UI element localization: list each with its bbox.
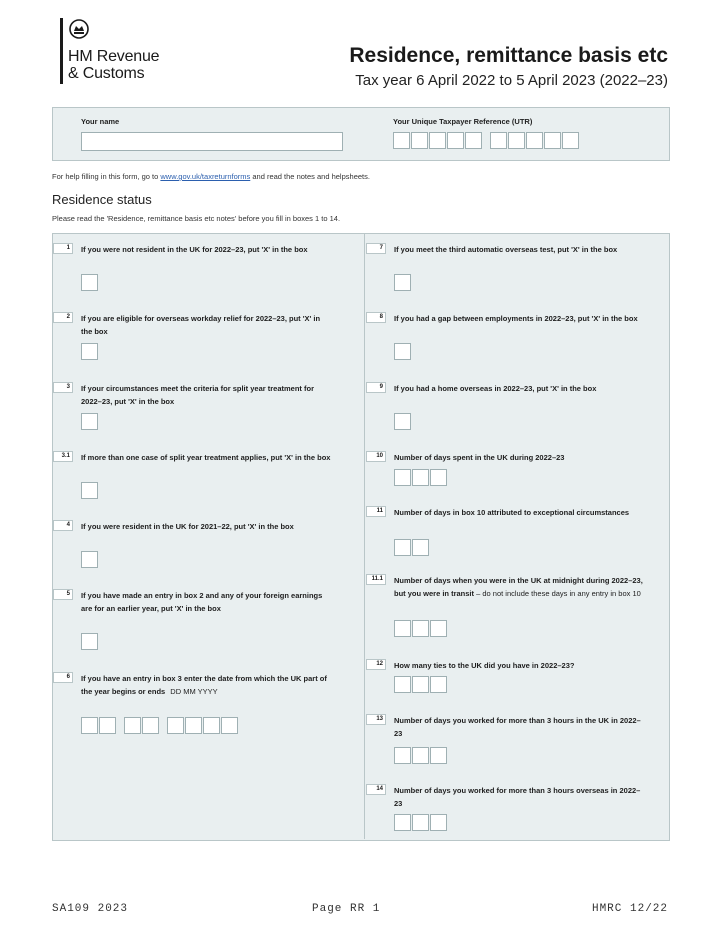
question-text: If you were resident in the UK for 2021–22, put 'X' in the box	[81, 522, 294, 531]
checkbox[interactable]	[81, 482, 98, 499]
question-text: If more than one case of split year treatment applies, put 'X' in the box	[81, 453, 331, 462]
utr-digit-box[interactable]	[465, 132, 482, 149]
question-text: Number of days in box 10 attributed to exceptional circumstances	[394, 508, 630, 517]
utr-digit-box[interactable]	[447, 132, 464, 149]
help-suffix: and read the notes and helpsheets.	[250, 172, 370, 181]
year-box[interactable]	[167, 717, 184, 734]
checkbox[interactable]	[81, 343, 98, 360]
box-number: 6	[53, 672, 73, 683]
days-field[interactable]	[394, 469, 447, 486]
checkbox[interactable]	[394, 343, 411, 360]
checkbox[interactable]	[81, 274, 98, 291]
column-divider	[364, 233, 365, 839]
digit-box[interactable]	[412, 814, 429, 831]
box-number: 11	[366, 506, 386, 517]
box-number: 10	[366, 451, 386, 462]
question-text: If your circumstances meet the criteria for split year treatment for 2022–23, put 'X' in the box	[81, 384, 314, 406]
question-note: – do not include these days in any entry in box 10	[474, 589, 641, 598]
section-title: Residence status	[52, 192, 152, 207]
digit-box[interactable]	[412, 676, 429, 693]
crown-crest-icon	[68, 18, 90, 40]
question-text: How many ties to the UK did you have in 2022–23?	[394, 661, 575, 670]
month-box[interactable]	[124, 717, 141, 734]
logo-line-2: & Customs	[68, 65, 145, 82]
days-field[interactable]	[394, 747, 447, 764]
digit-box[interactable]	[394, 814, 411, 831]
form-version: HMRC 12/22	[591, 903, 668, 915]
utr-digit-box[interactable]	[508, 132, 525, 149]
box-number: 14	[366, 784, 386, 795]
hmrc-logo-text	[68, 48, 159, 82]
digit-box[interactable]	[394, 676, 411, 693]
digit-box[interactable]	[394, 539, 411, 556]
question-text: If you were not resident in the UK for 2022–23, put 'X' in the box	[81, 245, 308, 254]
box-number: 13	[366, 714, 386, 725]
month-box[interactable]	[142, 717, 159, 734]
digit-box[interactable]	[394, 747, 411, 764]
digit-box[interactable]	[430, 747, 447, 764]
checkbox[interactable]	[81, 551, 98, 568]
digit-box[interactable]	[430, 814, 447, 831]
question-11-1-text: Number of days when you were in the UK at midnight during 2022–23, but you were in transit	[394, 576, 643, 598]
section-subtitle: Please read the 'Residence, remittance basis etc notes' before you fill in boxes 1 to 14.	[52, 214, 341, 223]
days-field[interactable]	[394, 539, 429, 556]
digit-box[interactable]	[430, 469, 447, 486]
day-box[interactable]	[81, 717, 98, 734]
box-number: 9	[366, 382, 386, 393]
name-label: Your name	[81, 117, 120, 126]
digit-box[interactable]	[412, 539, 429, 556]
digit-box[interactable]	[394, 469, 411, 486]
checkbox[interactable]	[81, 633, 98, 650]
question-6-text: If you have an entry in box 3 enter the date from which the UK part of the year begins or ends	[81, 674, 327, 696]
question-text: If you have made an entry in box 2 and any of your foreign earnings are for an earlier year, put 'X' in the box	[81, 591, 323, 613]
days-field[interactable]	[394, 814, 447, 831]
box-number: 3.1	[53, 451, 73, 462]
box-number: 1	[53, 243, 73, 254]
form-code: SA109 2023	[52, 903, 129, 915]
question-text: Number of days you worked for more than 3 hours overseas in 2022–23	[394, 786, 641, 808]
utr-label: Your Unique Taxpayer Reference (UTR)	[393, 117, 533, 126]
utr-digit-box[interactable]	[526, 132, 543, 149]
help-prefix: For help filling in this form, go to	[52, 172, 161, 181]
box-number: 5	[53, 589, 73, 600]
digit-box[interactable]	[430, 620, 447, 637]
help-text	[52, 172, 370, 181]
utr-digit-box[interactable]	[429, 132, 446, 149]
digit-box[interactable]	[412, 620, 429, 637]
box-number: 7	[366, 243, 386, 254]
utr-digit-box[interactable]	[411, 132, 428, 149]
question-text	[394, 574, 646, 600]
utr-digit-box[interactable]	[490, 132, 507, 149]
utr-digit-box[interactable]	[393, 132, 410, 149]
question-text: Number of days you worked for more than 3 hours in the UK in 2022–23	[394, 716, 641, 738]
logo-line-1: HM Revenue	[68, 48, 160, 65]
name-field[interactable]	[81, 132, 343, 151]
residence-status-panel	[52, 233, 670, 841]
digit-box[interactable]	[412, 469, 429, 486]
box-number: 4	[53, 520, 73, 531]
year-box[interactable]	[185, 717, 202, 734]
year-box[interactable]	[203, 717, 220, 734]
box-number: 12	[366, 659, 386, 670]
day-box[interactable]	[99, 717, 116, 734]
box-number: 8	[366, 312, 386, 323]
page-number: Page RR 1	[312, 903, 381, 915]
box-number: 2	[53, 312, 73, 323]
question-text: If you are eligible for overseas workday relief for 2022–23, put 'X' in the box	[81, 314, 321, 336]
checkbox[interactable]	[394, 413, 411, 430]
question-text: If you had a home overseas in 2022–23, put 'X' in the box	[394, 384, 597, 393]
logo-divider	[60, 18, 63, 84]
date-field[interactable]	[81, 717, 246, 734]
digit-box[interactable]	[394, 620, 411, 637]
utr-digit-box[interactable]	[562, 132, 579, 149]
help-link[interactable]: www.gov.uk/taxreturnforms	[160, 172, 251, 181]
checkbox[interactable]	[81, 413, 98, 430]
year-box[interactable]	[221, 717, 238, 734]
utr-field[interactable]	[393, 132, 587, 149]
question-text: If you meet the third automatic overseas test, put 'X' in the box	[394, 245, 618, 254]
taxpayer-details-panel	[52, 107, 670, 161]
date-format-hint: DD MM YYYY	[170, 687, 218, 696]
days-field[interactable]	[394, 620, 447, 637]
question-text	[81, 672, 333, 698]
box-number: 11.1	[366, 574, 386, 585]
question-text: Number of days spent in the UK during 2022–23	[394, 453, 565, 462]
checkbox[interactable]	[394, 274, 411, 291]
digit-box[interactable]	[412, 747, 429, 764]
question-text: If you had a gap between employments in 2022–23, put 'X' in the box	[394, 314, 638, 323]
page-title: Residence, remittance basis etc	[349, 44, 668, 67]
ties-field[interactable]	[394, 676, 447, 693]
utr-digit-box[interactable]	[544, 132, 561, 149]
page-subtitle: Tax year 6 April 2022 to 5 April 2023 (2022–23)	[355, 72, 668, 89]
box-number: 3	[53, 382, 73, 393]
digit-box[interactable]	[430, 676, 447, 693]
